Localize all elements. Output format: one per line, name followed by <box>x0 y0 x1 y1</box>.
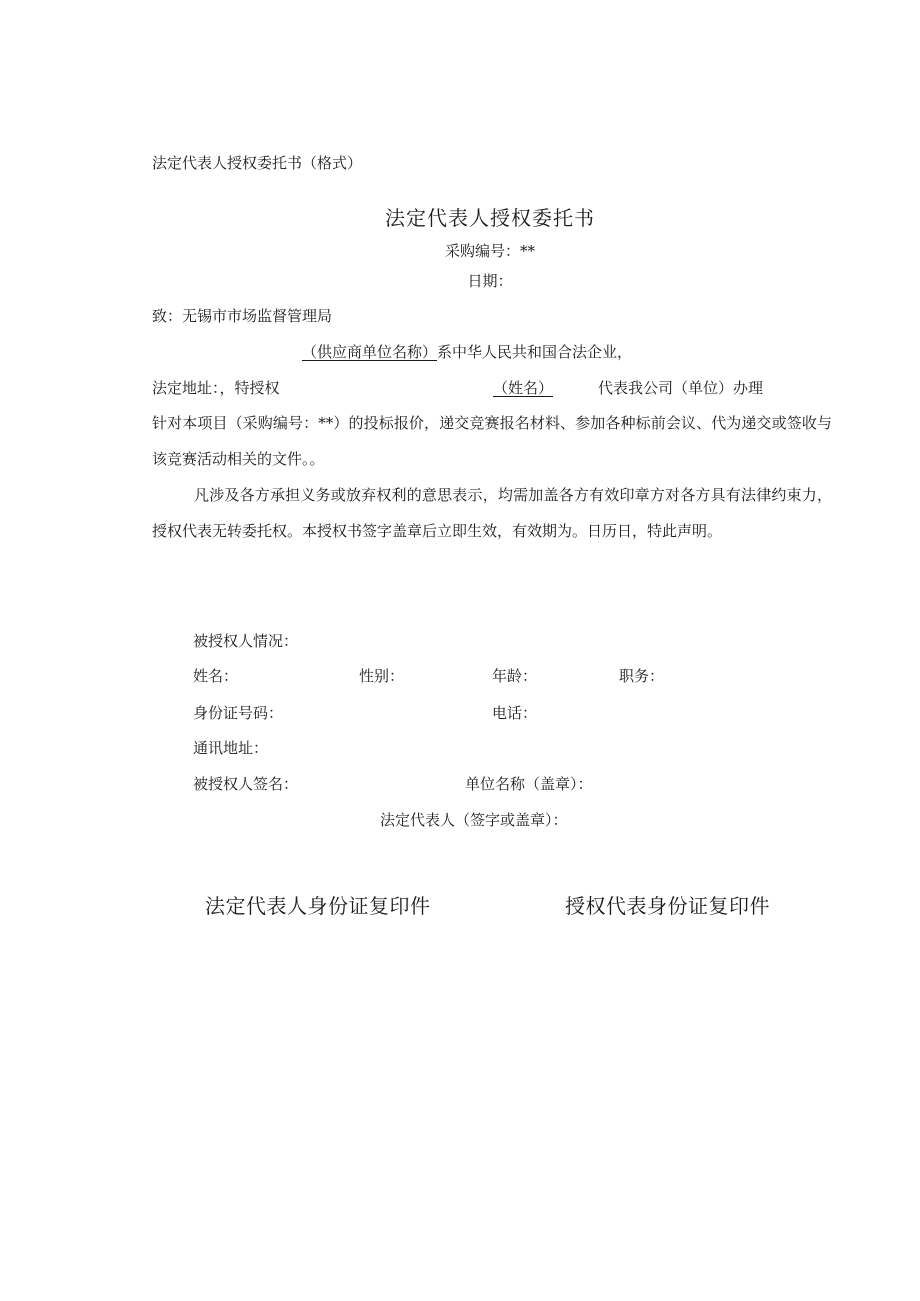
body-paragraph-1: 针对本项目（采购编号：**）的投标报价，递交竞赛报名材料、参加各种标前会议、代为递交或签收与该竞赛活动相关的文件。。 <box>152 414 832 468</box>
authorized-rep-id-copy-heading: 授权代表身份证复印件 <box>565 894 770 918</box>
position-label: 职务： <box>619 667 665 685</box>
age-label: 年龄： <box>492 667 538 685</box>
legal-rep-signature-label: 法定代表人（签字或盖章）： <box>380 811 568 829</box>
date-line: 日期： <box>467 272 513 290</box>
address-prefix: 法定地址：，特授权 <box>152 379 280 397</box>
document-title: 法定代表人授权委托书 <box>385 206 595 230</box>
legal-rep-id-copy-heading: 法定代表人身份证复印件 <box>205 894 431 918</box>
supplier-name-placeholder: （供应商单位名称） <box>302 343 438 361</box>
procurement-number: 采购编号：** <box>444 242 535 260</box>
header-note: 法定代表人授权委托书（格式） <box>152 154 363 172</box>
authorized-heading: 被授权人情况： <box>193 632 299 650</box>
address-suffix: 代表我公司（单位）办理 <box>598 379 764 397</box>
body-paragraph-2: 凡涉及各方承担义务或放弃权利的意思表示，均需加盖各方有效印章方对各方具有法律约束力，授权代表无转委托权。本授权书签字盖章后立即生效，有效期为。日历日，特此声明。 <box>152 486 832 540</box>
name-label: 姓名： <box>193 667 239 685</box>
authorized-signature-label: 被授权人签名： <box>193 775 299 793</box>
phone-label: 电话： <box>492 704 538 722</box>
recipient-line: 致：无锡市市场监督管理局 <box>152 307 333 325</box>
gender-label: 性别： <box>359 667 405 685</box>
mailing-address-label: 通讯地址： <box>193 739 269 757</box>
unit-name-seal-label: 单位名称（盖章）： <box>465 775 593 793</box>
id-number-label: 身份证号码： <box>193 704 284 722</box>
supplier-suffix: 系中华人民共和国合法企业， <box>437 343 633 361</box>
authorized-name-placeholder: （姓名） <box>493 379 554 397</box>
supplier-line <box>302 341 632 362</box>
